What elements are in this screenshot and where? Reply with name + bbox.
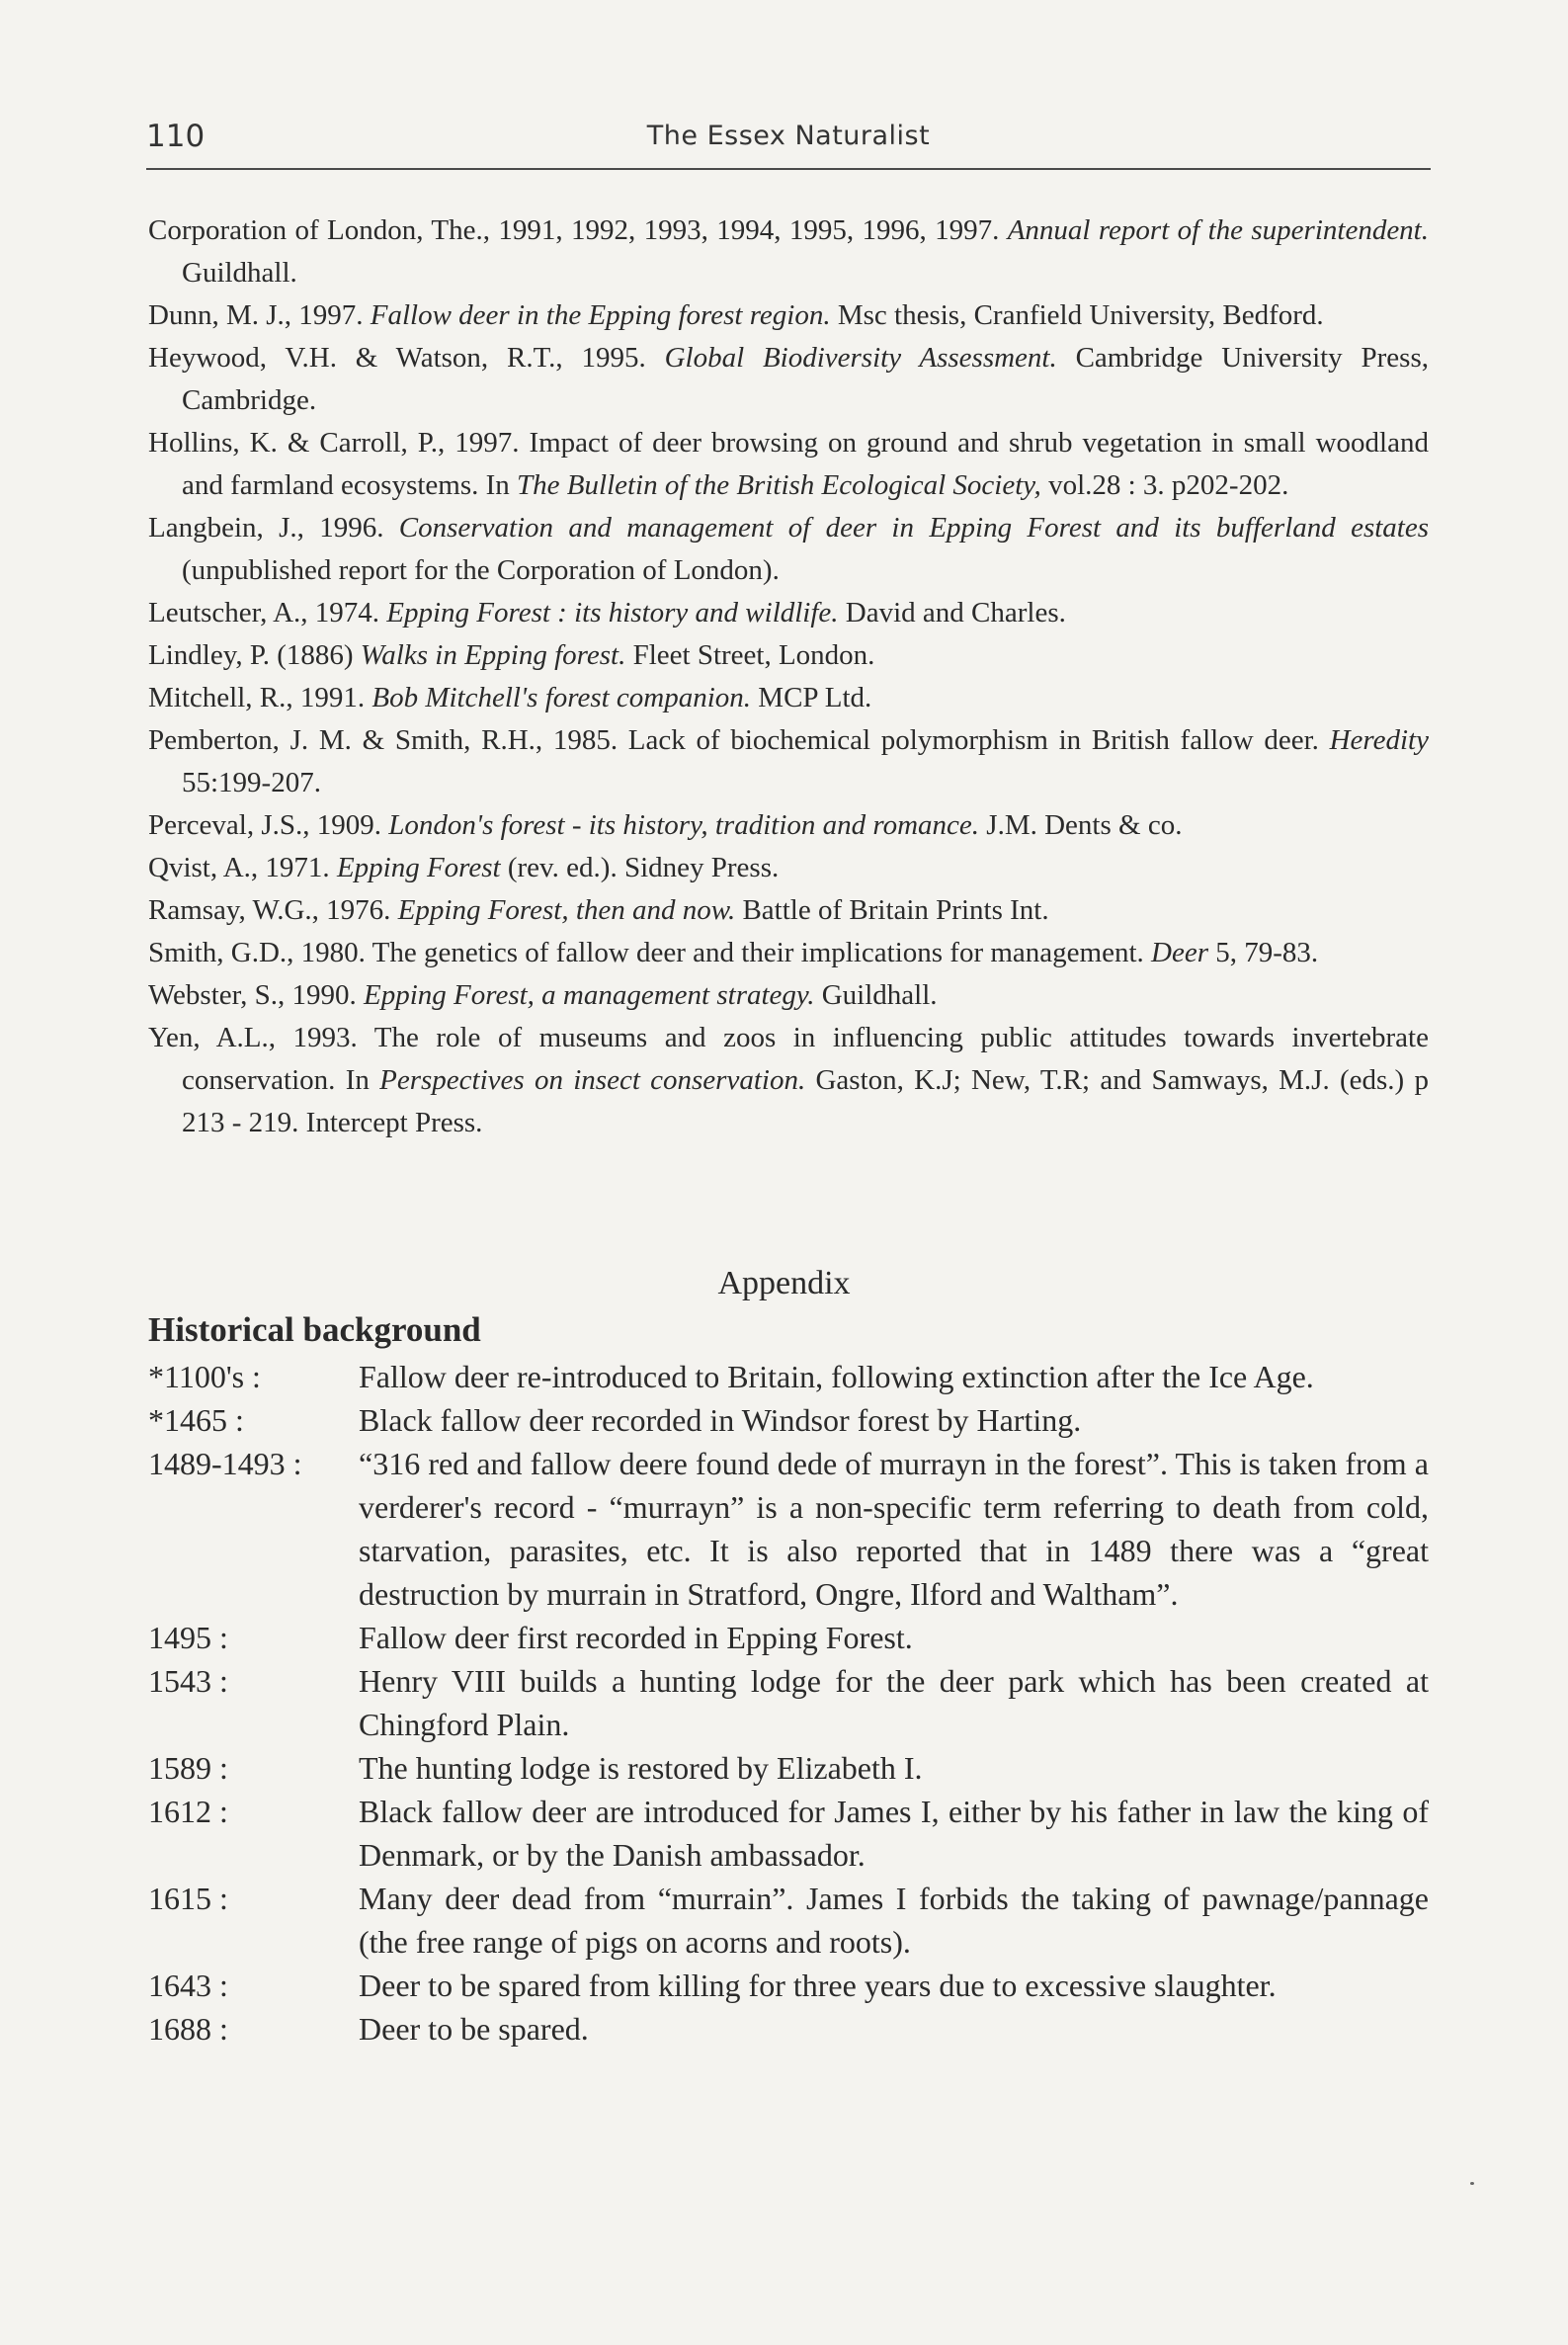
timeline-text: Black fallow deer are introduced for James I, either by his father in law the king of Denmark, or by the Danish ambassador. <box>359 1794 1429 1873</box>
reference-item: Perceval, J.S., 1909. London's forest - its history, tradition and romance. J.M. Dents & co. <box>148 809 1183 841</box>
timeline-date: 1495 : <box>148 1620 228 1655</box>
reference-item: Webster, S., 1990. Epping Forest, a management strategy. Guildhall. <box>148 979 938 1011</box>
timeline-row <box>148 1442 1429 1616</box>
timeline-text: Deer to be spared from killing for three years due to excessive slaughter. <box>359 1968 1277 2003</box>
reference-item: Leutscher, A., 1974. Epping Forest : its history and wildlife. David and Charles. <box>148 597 1066 628</box>
historical-timeline <box>148 1355 1429 2051</box>
journal-title: The Essex Naturalist <box>646 121 931 151</box>
timeline-date: *1100's : <box>148 1359 261 1394</box>
reference-item: Ramsay, W.G., 1976. Epping Forest, then and now. Battle of Britain Prints Int. <box>148 894 1049 926</box>
timeline-date: 1615 : <box>148 1881 228 1916</box>
reference-item: Lindley, P. (1886) Walks in Epping forest. Fleet Street, London. <box>148 639 875 671</box>
timeline-text: Fallow deer first recorded in Epping Forest. <box>359 1620 913 1655</box>
page-number: 110 <box>146 119 206 154</box>
timeline-row <box>148 1790 1429 1877</box>
reference-item: Corporation of London, The., 1991, 1992, 1993, 1994, 1995, 1996, 1997. Annual report of the superintendent. Guildhall. <box>148 214 1429 289</box>
timeline-row <box>148 1616 1429 1659</box>
reference-item: Heywood, V.H. & Watson, R.T., 1995. Global Biodiversity Assessment. Cambridge University Press, Cambridge. <box>148 342 1429 416</box>
timeline-row <box>148 1877 1429 1964</box>
timeline-text: “316 red and fallow deere found dede of murrayn in the forest”. This is taken from a verderer's record - “murrayn” is a non-specific term referring to death from cold, starvation, parasites, etc. It is also reported that in 1489 there was a “great destruction by murrain in Stratford, Ongre, Ilford and Waltham”. <box>359 1446 1429 1612</box>
timeline-date: 1643 : <box>148 1968 228 2003</box>
timeline-row <box>148 1964 1429 2007</box>
timeline-date: *1465 : <box>148 1402 244 1438</box>
page-header <box>146 117 1431 170</box>
timeline-text: Deer to be spared. <box>359 2011 589 2047</box>
timeline-row <box>148 1659 1429 1746</box>
reference-item: Pemberton, J. M. & Smith, R.H., 1985. Lack of biochemical polymorphism in British fallow deer. Heredity 55:199-207. <box>148 724 1429 798</box>
timeline-text: Henry VIII builds a hunting lodge for the deer park which has been created at Chingford Plain. <box>359 1663 1429 1742</box>
timeline-row <box>148 1746 1429 1790</box>
reference-item: Hollins, K. & Carroll, P., 1997. Impact of deer browsing on ground and shrub vegetation in small woodland and farmland ecosystems. In The Bulletin of the British Ecological Society, vol.28 : 3. p202-202. <box>148 427 1429 501</box>
reference-item: Qvist, A., 1971. Epping Forest (rev. ed.). Sidney Press. <box>148 852 780 883</box>
timeline-text: Black fallow deer recorded in Windsor forest by Harting. <box>359 1402 1082 1438</box>
reference-item: Dunn, M. J., 1997. Fallow deer in the Epping forest region. Msc thesis, Cranfield University, Bedford. <box>148 299 1324 331</box>
print-speck <box>1470 2182 1474 2185</box>
timeline-text: Many deer dead from “murrain”. James I forbids the taking of pawnage/pannage (the free range of pigs on acorns and roots). <box>359 1881 1429 1960</box>
reference-list <box>148 209 1429 1144</box>
timeline-date: 1543 : <box>148 1663 228 1699</box>
timeline-row <box>148 2007 1429 2051</box>
timeline-text: The hunting lodge is restored by Elizabeth I. <box>359 1750 923 1786</box>
timeline-date: 1489-1493 : <box>148 1446 302 1481</box>
reference-item: Yen, A.L., 1993. The role of museums and zoos in influencing public attitudes towards invertebrate conservation. In Perspectives on insect conservation. Gaston, K.J; New, T.R; and Samways, M.J. (eds.) p 213 - 219. Intercept Press. <box>148 1022 1429 1138</box>
timeline-date: 1688 : <box>148 2011 228 2047</box>
section-heading: Historical background <box>148 1310 481 1349</box>
timeline-row <box>148 1398 1429 1442</box>
timeline-date: 1612 : <box>148 1794 228 1829</box>
appendix-heading: Appendix <box>717 1265 851 1301</box>
reference-item: Langbein, J., 1996. Conservation and management of deer in Epping Forest and its bufferland estates (unpublished report for the Corporation of London). <box>148 512 1429 586</box>
timeline-row <box>148 1355 1429 1398</box>
timeline-date: 1589 : <box>148 1750 228 1786</box>
timeline-text: Fallow deer re-introduced to Britain, following extinction after the Ice Age. <box>359 1359 1314 1394</box>
reference-item: Mitchell, R., 1991. Bob Mitchell's forest companion. MCP Ltd. <box>148 682 872 713</box>
reference-item: Smith, G.D., 1980. The genetics of fallow deer and their implications for management. Deer 5, 79-83. <box>148 937 1319 968</box>
